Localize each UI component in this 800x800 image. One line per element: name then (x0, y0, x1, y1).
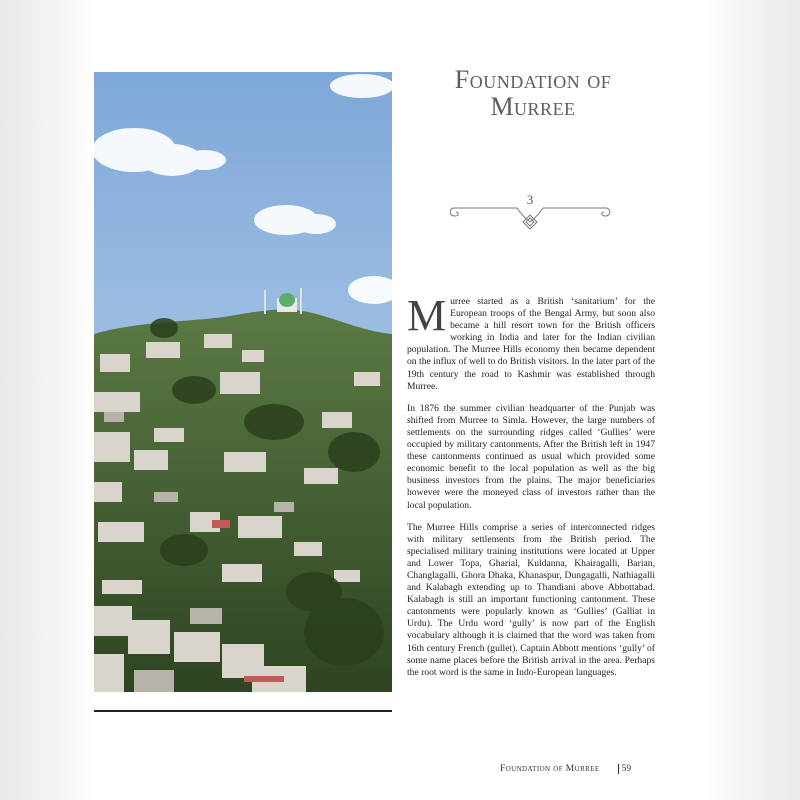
drop-cap: M (407, 291, 447, 340)
paragraph-1-text: urree started as a British ‘sanitarium’ for the European troops of the Bengal Army, but soon also became a hill resort town for the British officers working in India and later for the Indian civilian population. The Murree Hills economy then became dependent on the influx of well to do British visitors. In the later part of the 19th century the road to Kashmir was established through Murree. (407, 296, 655, 392)
paragraph-2: In 1876 the summer civilian headquarter of the Punjab was shifted from Murree to Simla. However, the large numbers of settlements on the surrounding ridges called ‘Gullies’ were occupied by military cantonments. After the British left in 1947 these cantonments continued as usual which provided some economic benefit to the local population as well as the big business investors from the plains. The major beneficiaries however were the moneyed class of investors rather than the local population. (407, 402, 655, 511)
page-number: 59 (618, 764, 632, 774)
chapter-title-line1: Foundation of (454, 65, 612, 94)
paragraph-3: The Murree Hills comprise a series of interconnected ridges with military settlements from the British period. The specialised military training institutions were located at Upper and Lower Topa, Gharial, Kuldanna, Khairagalli, Barian, Changlagalli, Ghora Dhaka, Khanaspur, Dungagalli, Nathiagalli and Kalabagh extending up to Thandiani above Abbottabad. Kalabagh is still an important functioning cantonment. These cantonments were popularly known as ‘Gullies’ (Galliat in Urdu). The Urdu word ‘gully’ is now part of the English vocabulary although it is claimed that the word was taken from 16th century French (gullet). Captain Abbott mentions ‘gully’ of some name places before the British arrival in the area. Perhaps the root word is the same in Indo-European languages. (407, 521, 655, 678)
paragraph-1 (407, 291, 655, 393)
body-text (407, 291, 655, 689)
page-footer (500, 764, 710, 774)
chapter-title (408, 66, 658, 120)
running-title: Foundation of Murree (500, 764, 600, 774)
chapter-title-line2: Murree (490, 92, 576, 121)
photo-rule (94, 710, 392, 712)
chapter-number: 3 (526, 192, 534, 207)
murree-hillside-photo (94, 72, 392, 692)
